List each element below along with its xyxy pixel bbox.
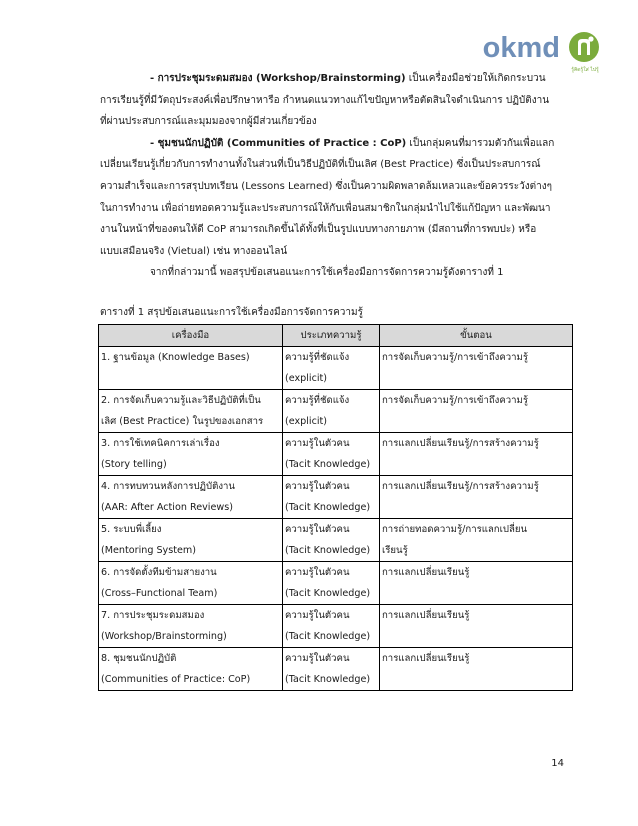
term-cop: - ชุมชนนักปฏิบัติ (Communities of Practice : CoP)	[150, 137, 407, 149]
cell-step	[380, 648, 573, 691]
cell-line: การแลกเปลี่ยนเรียนรู้/การสร้างความรู้	[382, 481, 539, 492]
paragraph-workshop	[100, 68, 570, 90]
cell-tool	[99, 390, 283, 433]
cell-line: 7. การประชุมระดมสมอง	[101, 610, 205, 621]
text-line: แบบเสมือนจริง (Vietual) เช่น ทางออนไลน์	[100, 245, 288, 257]
cell-type	[283, 476, 380, 519]
table-row	[99, 433, 573, 476]
cell-type	[283, 562, 380, 605]
cell-tool	[99, 347, 283, 390]
text-line: งานในหน้าที่ของตนให้ดี CoP สามารถเกิดขึ้นได้ทั้งที่เป็นรูปแบบทางกายภาพ (มีสถานที่การพบปะ) หรือ	[100, 224, 537, 236]
cell-line: ความรู้ที่ชัดแจ้ง	[285, 395, 350, 406]
cell-line: การถ่ายทอดความรู้/การแลกเปลี่ยน	[382, 524, 528, 535]
cell-line: 6. การจัดตั้งทีมข้ามสายงาน	[101, 567, 217, 578]
table-row	[99, 605, 573, 648]
header-tool: เครื่องมือ	[99, 325, 283, 347]
cell-line: (explicit)	[285, 373, 328, 384]
cell-type	[283, 648, 380, 691]
cell-step	[380, 347, 573, 390]
header-step: ขั้นตอน	[380, 325, 573, 347]
logo-text: okmd	[482, 31, 560, 64]
cell-line: ความรู้ที่ชัดแจ้ง	[285, 352, 350, 363]
cell-line	[101, 368, 280, 389]
cell-step	[380, 390, 573, 433]
cell-line: (Workshop/Brainstorming)	[101, 631, 227, 642]
text-line: เปลี่ยนเรียนรู้เกี่ยวกับการทำงานทั้งในส่วนที่เป็นวิธีปฏิบัติที่เป็นเลิศ (Best Practice) ซึ่งเป็นประสบการณ์	[100, 159, 541, 171]
cell-tool	[99, 476, 283, 519]
cell-line: เรียนรู้	[382, 545, 408, 556]
cell-step	[380, 433, 573, 476]
cell-line	[382, 368, 570, 389]
cell-line: การแลกเปลี่ยนเรียนรู้	[382, 567, 470, 578]
cell-tool	[99, 433, 283, 476]
okmd-logo	[482, 30, 602, 73]
cell-line: (AAR: After Action Reviews)	[101, 502, 233, 513]
cell-line: (Tacit Knowledge)	[285, 631, 371, 642]
cell-line: (Communities of Practice: CoP)	[101, 674, 251, 685]
cell-line: (Tacit Knowledge)	[285, 674, 371, 685]
cell-line: (Mentoring System)	[101, 545, 196, 556]
cell-line: (explicit)	[285, 416, 328, 427]
cell-line: การแลกเปลี่ยนเรียนรู้	[382, 610, 470, 621]
text-line: ในการทำงาน เพื่อถ่ายทอดความรู้และประสบการณ์ให้กับเพื่อนสมาชิกในกลุ่มนำไปใช้แก้ปัญหา และพัฒนา	[100, 202, 551, 214]
table-row	[99, 390, 573, 433]
cell-line: ความรู้ในตัวคน	[285, 653, 350, 664]
table-row	[99, 562, 573, 605]
table-row	[99, 476, 573, 519]
logo-badge-icon	[566, 30, 602, 73]
cell-line: (Story telling)	[101, 459, 167, 470]
body-text	[100, 68, 570, 284]
cell-line: ความรู้ในตัวคน	[285, 438, 350, 449]
cell-line: การจัดเก็บความรู้/การเข้าถึงความรู้	[382, 395, 529, 406]
cell-type	[283, 519, 380, 562]
cell-line: 3. การใช้เทคนิคการเล่าเรื่อง	[101, 438, 220, 449]
table-header-row	[99, 325, 573, 347]
cell-line	[382, 497, 570, 518]
cell-line: 5. ระบบพี่เลี้ยง	[101, 524, 162, 535]
text-line: การเรียนรู้ที่มีวัตถุประสงค์เพื่อปรึกษาหารือ กำหนดแนวทางแก้ไขปัญหาหรือตัดสินใจดำเนินการ ปฏิบัติงาน	[100, 94, 550, 106]
text-line: เป็นกลุ่มคนที่มารวมตัวกันเพื่อแลก	[406, 137, 555, 149]
cell-tool	[99, 648, 283, 691]
cell-line: (Tacit Knowledge)	[285, 502, 371, 513]
km-tools-table	[98, 324, 573, 691]
cell-line: ความรู้ในตัวคน	[285, 524, 350, 535]
cell-type	[283, 347, 380, 390]
cell-line: 2. การจัดเก็บความรู้และวิธีปฏิบัติที่เป็น	[101, 395, 261, 406]
cell-step	[380, 605, 573, 648]
text-line: เป็นเครื่องมือช่วยให้เกิดกระบวน	[405, 73, 546, 84]
cell-tool	[99, 605, 283, 648]
cell-line: (Tacit Knowledge)	[285, 588, 371, 599]
cell-step	[380, 519, 573, 562]
cell-line	[382, 669, 570, 690]
cell-tool	[99, 519, 283, 562]
cell-step	[380, 562, 573, 605]
text-line: ความสำเร็จและการสรุปบทเรียน (Lessons Learned) ซึ่งเป็นความผิดพลาดล้มเหลวและข้อควรระวังต่างๆ	[100, 180, 553, 192]
cell-line	[382, 626, 570, 647]
cell-line	[382, 454, 570, 475]
header-type: ประเภทความรู้	[283, 325, 380, 347]
paragraph-summary: จากที่กล่าวมานี้ พอสรุปข้อเสนอแนะการใช้เครื่องมือการจัดการความรู้ดังตารางที่ 1	[150, 267, 504, 279]
paragraph-cop	[100, 133, 570, 155]
cell-type	[283, 390, 380, 433]
page-number: 14	[551, 758, 564, 769]
table-row	[99, 347, 573, 390]
table-row	[99, 519, 573, 562]
cell-line: (Tacit Knowledge)	[285, 545, 371, 556]
cell-line: (Cross–Functional Team)	[101, 588, 218, 599]
cell-line: การจัดเก็บความรู้/การเข้าถึงความรู้	[382, 352, 529, 363]
table-caption: ตารางที่ 1 สรุปข้อเสนอแนะการใช้เครื่องมือการจัดการความรู้	[100, 307, 363, 318]
cell-line: 1. ฐานข้อมูล (Knowledge Bases)	[101, 352, 250, 363]
cell-line: เลิศ (Best Practice) ในรูปของเอกสาร	[101, 416, 264, 427]
cell-line: ความรู้ในตัวคน	[285, 610, 350, 621]
table-row	[99, 648, 573, 691]
text-line: ที่ผ่านประสบการณ์และมุมมองจากผู้มีส่วนเกี่ยวข้อง	[100, 116, 317, 128]
term-workshop: - การประชุมระดมสมอง (Workshop/Brainstorming)	[150, 73, 406, 84]
cell-line: 8. ชุมชนนักปฏิบัติ	[101, 653, 177, 664]
cell-type	[283, 433, 380, 476]
logo-subtext: รู้คิดรู้ใส่ ไปรู้	[571, 67, 599, 73]
cell-line	[382, 411, 570, 432]
cell-line: 4. การทบทวนหลังการปฏิบัติงาน	[101, 481, 235, 492]
cell-line: การแลกเปลี่ยนเรียนรู้	[382, 653, 470, 664]
cell-tool	[99, 562, 283, 605]
cell-line: ความรู้ในตัวคน	[285, 481, 350, 492]
cell-type	[283, 605, 380, 648]
cell-line: ความรู้ในตัวคน	[285, 567, 350, 578]
cell-line	[382, 583, 570, 604]
cell-step	[380, 476, 573, 519]
cell-line: การแลกเปลี่ยนเรียนรู้/การสร้างความรู้	[382, 438, 539, 449]
cell-line: (Tacit Knowledge)	[285, 459, 371, 470]
